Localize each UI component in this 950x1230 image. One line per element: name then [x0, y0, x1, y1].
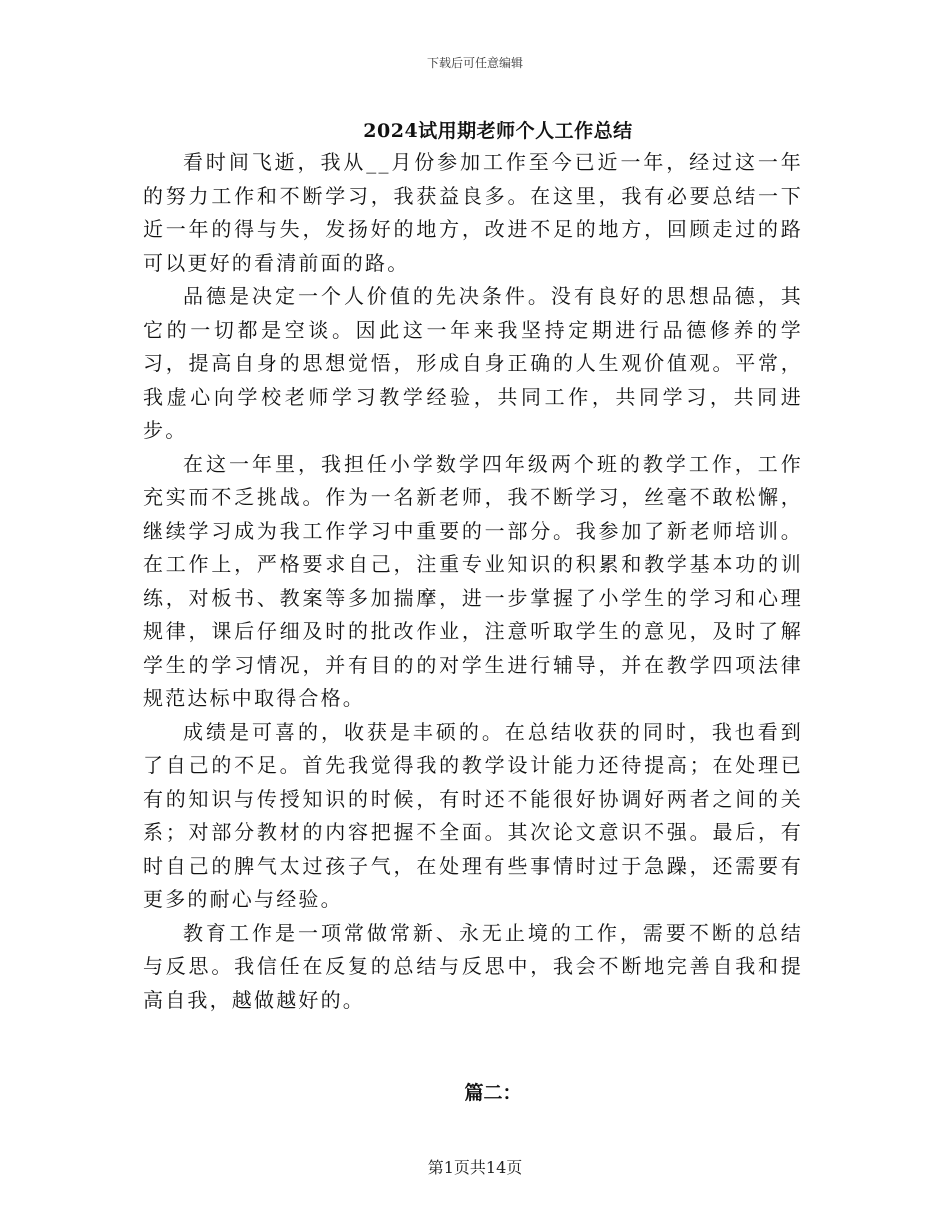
paragraph-3: 在这一年里，我担任小学数学四年级两个班的教学工作，工作充实而不乏挑战。作为一名新老师，我不断学习，丝毫不敢松懈，继续学习成为我工作学习中重要的一部分。我参加了新老师培训。在工作上，严格要求自己，注重专业知识的积累和教学基本功的训练，对板书、教案等多加揣摩，进一步掌握了小学生的学习和心理规律，课后仔细及时的批改作业，注意听取学生的意见，及时了解学生的学习情况，并有目的的对学生进行辅导，并在教学四项法律规范达标中取得合格。: [143, 451, 803, 710]
paragraph-5: 教育工作是一项常做常新、永无止境的工作，需要不断的总结与反思。我信任在反复的总结与反思中，我会不断地完善自我和提高自我，越做越好的。: [143, 920, 803, 1012]
page-number: 第1页共14页: [427, 1158, 523, 1177]
section-heading: 篇二：: [464, 1082, 522, 1104]
paragraph-4: 成绩是可喜的，收获是丰硕的。在总结收获的同时，我也看到了自己的不足。首先我觉得我的教学设计能力还待提高；在处理已有的知识与传授知识的时候，有时还不能很好协调好两者之间的关系；对部分教材的内容把握不全面。其次论文意识不强。最后，有时自己的脾气太过孩子气，在处理有些事情时过于急躁，还需要有更多的耐心与经验。: [143, 719, 803, 911]
page-header-note: 下载后可任意编辑: [426, 56, 523, 70]
paragraph-1: 看时间飞逝，我从__月份参加工作至今已近一年，经过这一年的努力工作和不断学习，我获益良多。在这里，我有必要总结一下近一年的得与失，发扬好的地方，改进不足的地方，回顾走过的路可以更好的看清前面的路。: [143, 150, 803, 275]
document-title: 2024试用期老师个人工作总结: [363, 120, 633, 142]
document-body: [143, 146, 803, 1017]
paragraph-2: 品德是决定一个人价值的先决条件。没有良好的思想品德，其它的一切都是空谈。因此这一年来我坚持定期进行品德修养的学习，提高自身的思想觉悟，形成自身正确的人生观价值观。平常，我虚心向学校老师学习教学经验，共同工作，共同学习，共同进步。: [143, 284, 803, 442]
